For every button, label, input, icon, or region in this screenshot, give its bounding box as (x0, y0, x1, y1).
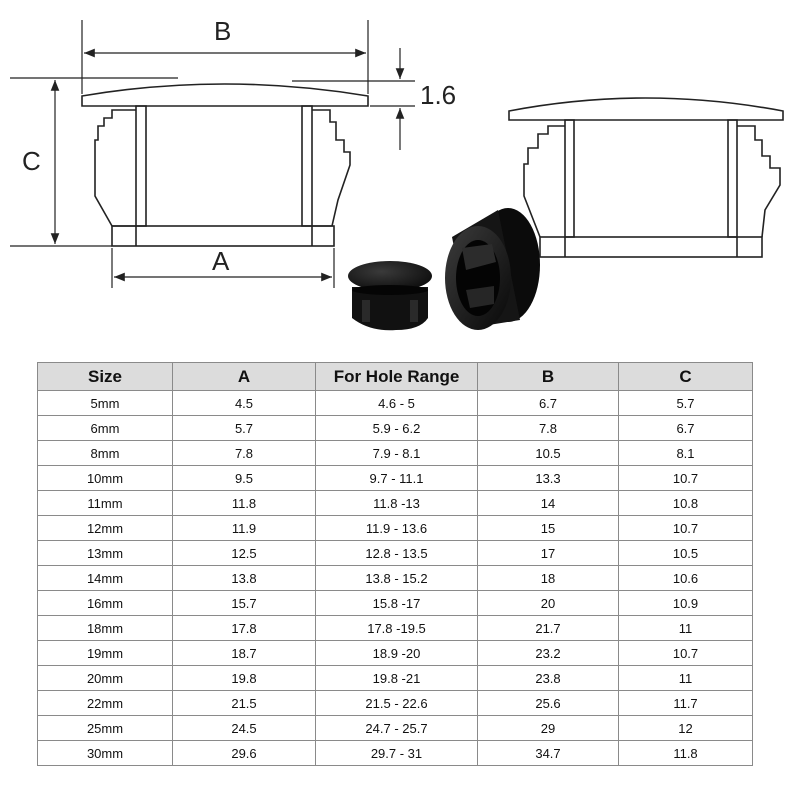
cell-c: 10.9 (619, 591, 753, 616)
cell-size: 18mm (38, 616, 173, 641)
technical-drawing (0, 0, 800, 350)
cell-c: 10.7 (619, 466, 753, 491)
table-row (38, 516, 753, 541)
side-view-dimensioned (10, 16, 456, 288)
dimension-label-thickness: 1.6 (420, 80, 457, 110)
table-row (38, 591, 753, 616)
table-row (38, 491, 753, 516)
table-row (38, 616, 753, 641)
cell-size: 16mm (38, 591, 173, 616)
cell-size: 22mm (38, 691, 173, 716)
cell-c: 11.7 (619, 691, 753, 716)
cell-b: 34.7 (478, 741, 619, 766)
cell-hole-range: 29.7 - 31 (316, 741, 478, 766)
cell-hole-range: 17.8 -19.5 (316, 616, 478, 641)
table-row (38, 691, 753, 716)
cell-a: 29.6 (173, 741, 316, 766)
cell-size: 19mm (38, 641, 173, 666)
cell-a: 13.8 (173, 566, 316, 591)
dimension-label-b: B (214, 16, 232, 46)
cell-b: 15 (478, 516, 619, 541)
table-row (38, 416, 753, 441)
cell-b: 14 (478, 491, 619, 516)
cell-a: 9.5 (173, 466, 316, 491)
table-row (38, 466, 753, 491)
cell-hole-range: 12.8 - 13.5 (316, 541, 478, 566)
cell-c: 10.7 (619, 516, 753, 541)
cell-a: 15.7 (173, 591, 316, 616)
header-b: B (478, 363, 619, 391)
table-row (38, 741, 753, 766)
cell-b: 7.8 (478, 416, 619, 441)
cell-b: 17 (478, 541, 619, 566)
cell-b: 6.7 (478, 391, 619, 416)
cell-size: 13mm (38, 541, 173, 566)
table-row (38, 391, 753, 416)
cell-size: 20mm (38, 666, 173, 691)
size-specification-table (37, 362, 753, 766)
cell-hole-range: 21.5 - 22.6 (316, 691, 478, 716)
table-row (38, 441, 753, 466)
cell-size: 11mm (38, 491, 173, 516)
cell-c: 11 (619, 666, 753, 691)
cell-size: 30mm (38, 741, 173, 766)
table-row (38, 666, 753, 691)
cell-b: 21.7 (478, 616, 619, 641)
cell-a: 19.8 (173, 666, 316, 691)
cell-size: 8mm (38, 441, 173, 466)
dimension-label-c: C (22, 146, 41, 176)
cell-a: 18.7 (173, 641, 316, 666)
cell-hole-range: 9.7 - 11.1 (316, 466, 478, 491)
cell-c: 10.8 (619, 491, 753, 516)
cell-size: 5mm (38, 391, 173, 416)
cell-c: 10.7 (619, 641, 753, 666)
cell-hole-range: 5.9 - 6.2 (316, 416, 478, 441)
cell-b: 29 (478, 716, 619, 741)
table-row (38, 566, 753, 591)
cell-b: 13.3 (478, 466, 619, 491)
table-header-row (38, 363, 753, 391)
cell-hole-range: 13.8 - 15.2 (316, 566, 478, 591)
side-view-plain (509, 98, 783, 257)
cell-b: 20 (478, 591, 619, 616)
cell-a: 7.8 (173, 441, 316, 466)
table-row (38, 641, 753, 666)
cell-size: 10mm (38, 466, 173, 491)
cell-hole-range: 11.9 - 13.6 (316, 516, 478, 541)
cell-c: 10.6 (619, 566, 753, 591)
cell-b: 25.6 (478, 691, 619, 716)
product-photo (348, 208, 540, 330)
cell-c: 12 (619, 716, 753, 741)
cell-c: 6.7 (619, 416, 753, 441)
cell-hole-range: 11.8 -13 (316, 491, 478, 516)
cell-c: 8.1 (619, 441, 753, 466)
cell-c: 11 (619, 616, 753, 641)
header-c: C (619, 363, 753, 391)
cell-a: 17.8 (173, 616, 316, 641)
cell-b: 18 (478, 566, 619, 591)
cell-size: 25mm (38, 716, 173, 741)
cell-size: 12mm (38, 516, 173, 541)
dimension-label-a: A (212, 246, 230, 276)
cell-b: 23.8 (478, 666, 619, 691)
cell-b: 10.5 (478, 441, 619, 466)
header-hole-range: For Hole Range (316, 363, 478, 391)
cell-c: 5.7 (619, 391, 753, 416)
cell-a: 24.5 (173, 716, 316, 741)
cell-a: 4.5 (173, 391, 316, 416)
cell-size: 6mm (38, 416, 173, 441)
cell-hole-range: 15.8 -17 (316, 591, 478, 616)
cell-hole-range: 4.6 - 5 (316, 391, 478, 416)
cell-hole-range: 24.7 - 25.7 (316, 716, 478, 741)
table-row (38, 716, 753, 741)
cell-a: 11.8 (173, 491, 316, 516)
cell-hole-range: 19.8 -21 (316, 666, 478, 691)
cell-c: 11.8 (619, 741, 753, 766)
cell-a: 12.5 (173, 541, 316, 566)
header-size: Size (38, 363, 173, 391)
cell-a: 21.5 (173, 691, 316, 716)
cell-c: 10.5 (619, 541, 753, 566)
cell-a: 5.7 (173, 416, 316, 441)
cell-size: 14mm (38, 566, 173, 591)
cell-hole-range: 7.9 - 8.1 (316, 441, 478, 466)
table-row (38, 541, 753, 566)
cell-a: 11.9 (173, 516, 316, 541)
cell-hole-range: 18.9 -20 (316, 641, 478, 666)
cell-b: 23.2 (478, 641, 619, 666)
header-a: A (173, 363, 316, 391)
